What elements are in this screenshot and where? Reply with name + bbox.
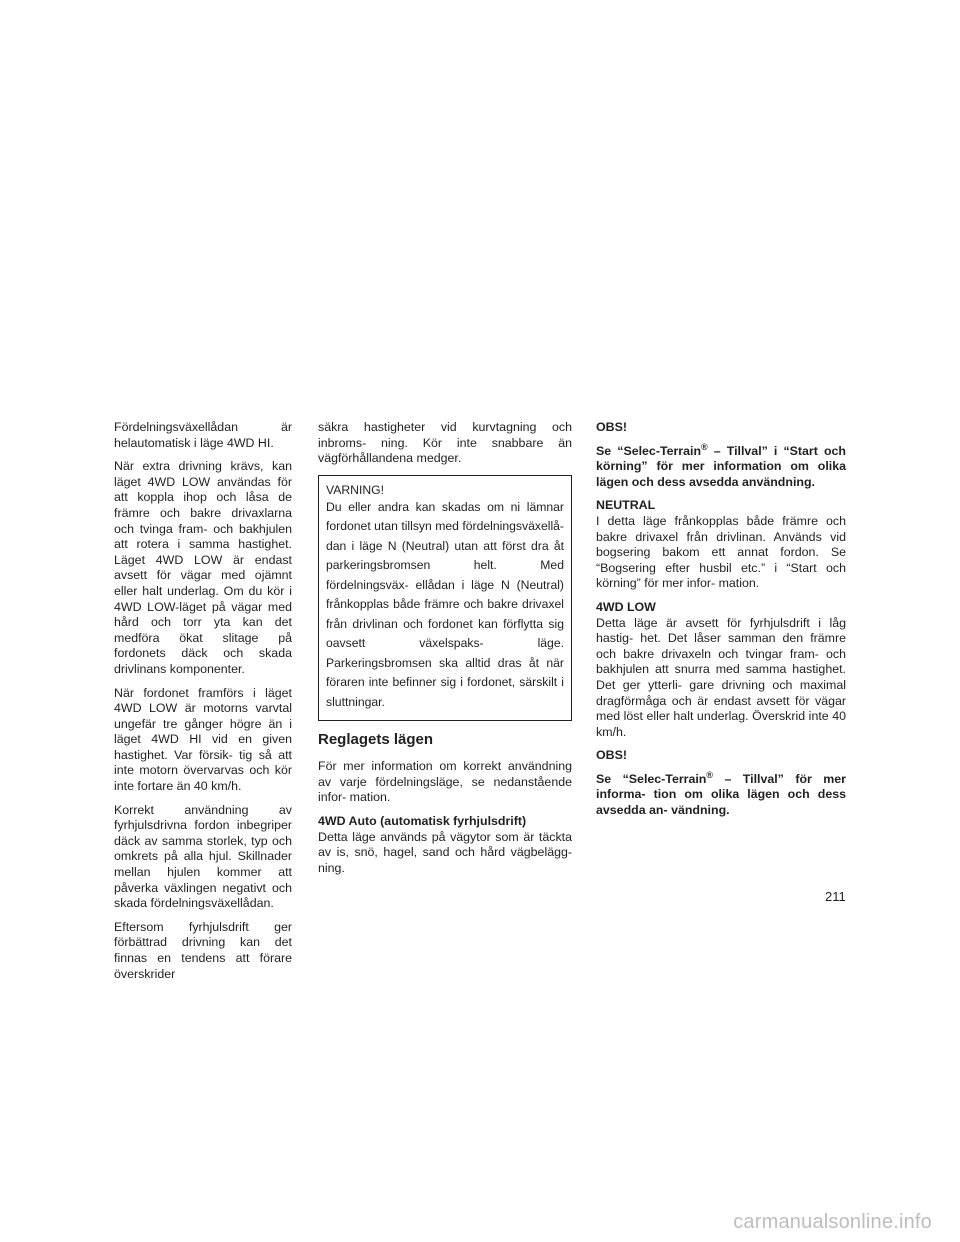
mode-neutral: [596, 498, 846, 592]
note-text: [596, 769, 846, 819]
mode-low: [596, 600, 846, 740]
paragraph: När fordonet framförs i läget 4WD LOW är motorns varvtal ungefär tre gånger högre än i läget 4WD HI vid en given hastighet. Var försik- tig så att inte motorn övervarvas och kör inte fortare än 40 km/h.: [114, 685, 292, 794]
mode-neutral-heading: NEUTRAL: [596, 498, 656, 513]
column-right: [596, 420, 846, 827]
note-text-start: Se “Selec-Terrain: [596, 771, 707, 786]
warning-box: [318, 475, 572, 722]
paragraph: Fördelningsväxellådan är helautomatisk i läge 4WD HI.: [114, 420, 292, 450]
registered-mark: ®: [701, 441, 708, 452]
note-text-end: – Tillval” i “Start och körning” för mer information om olika lägen och dess avsedda användning.: [596, 443, 846, 489]
paragraph: Korrekt användning av fyrhjulsdrivna fordon inbegriper däck av samma storlek, typ och omkrets på alla hjul. Skillnader mellan hjulen kommer att påverka växlingen negativt och skada fördelningsväxellådan.: [114, 802, 292, 911]
paragraph: säkra hastigheter vid kurvtagning och inbroms- ning. Kör inte snabbare än vägförhållandena medger.: [318, 420, 572, 466]
note-text-start: Se “Selec-Terrain: [596, 443, 702, 458]
paragraph: För mer information om korrekt användning av varje fördelningsläge, se nedanstående infor- mation.: [318, 759, 572, 805]
page-number: 211: [825, 889, 846, 904]
mode-low-heading: 4WD LOW: [596, 599, 656, 614]
column-left: [114, 420, 292, 990]
warning-text: Du eller andra kan skadas om ni lämnar fordonet utan tillsyn med fördelningsväxellå- dan i läge N (Neutral) utan att först dra åt parkeringsbromsen helt. Med fördelningsväx- ellådan i läge N (Neutral) frånkopplas både främre och bakre drivaxel från drivlinan och fordonet kan förflytta sig oavsett växelspaks- läge. Parkeringsbromsen ska alltid dras åt när föraren inte befinner sig i fordonet, särskilt i sluttningar.: [326, 499, 564, 709]
note-title: OBS!: [596, 420, 627, 434]
note-title: OBS!: [596, 748, 627, 763]
watermark: carmanualsonline.info: [733, 1211, 932, 1233]
paragraph: Eftersom fyrhjulsdrift ger förbättrad drivning kan det finnas en tendens att förare överskrider: [114, 919, 292, 981]
column-middle: [318, 420, 572, 884]
warning-title: VARNING!: [326, 482, 385, 497]
registered-mark: ®: [706, 769, 714, 780]
mode-low-text: Detta läge är avsett för fyrhjulsdrift i låg hastig- het. Det låser samman den främre och bakre drivaxeln och tvingar fram- och bakhjulen att snurra med samma hastighet. Det ger ytterli- gare drivning och maximal dragförmåga och är endast avsett för vägar med löst eller halt underlag. Överskrid inte 40 km/h.: [596, 615, 846, 739]
paragraph: När extra drivning krävs, kan läget 4WD LOW användas för att koppla ihop och låsa de främre och bakre drivaxlarna och tvinga fram- och bakhjulen att rotera i samma hastighet. Läget 4WD LOW är endast avsett för vägar med ojämnt eller halt underlag. Om du kör i 4WD LOW-läget på vägar med hård och torr yta kan det medföra ökat slitage på fordonets däck och skada drivlinans komponenter.: [114, 459, 292, 676]
note-text: [596, 441, 846, 491]
mode-auto-heading: 4WD Auto (automatisk fyrhjulsdrift): [318, 814, 527, 829]
section-title: Reglagets lägen: [318, 731, 434, 749]
mode-auto-text: Detta läge används på vägytor som är täckta av is, snö, hagel, sand och hård vägbelägg- ning.: [318, 829, 572, 875]
mode-auto: [318, 814, 572, 876]
mode-neutral-text: I detta läge frånkopplas både främre och bakre drivaxel från drivlinan. Används vid bogsering bakom ett annat fordon. Se “Bogsering efter husbil etc.” i “Start och körning” för mer infor- mation.: [596, 513, 846, 591]
note-text-end: – Tillval” för mer informa- tion om olika lägen och dess avsedda an- vändning.: [596, 771, 846, 818]
